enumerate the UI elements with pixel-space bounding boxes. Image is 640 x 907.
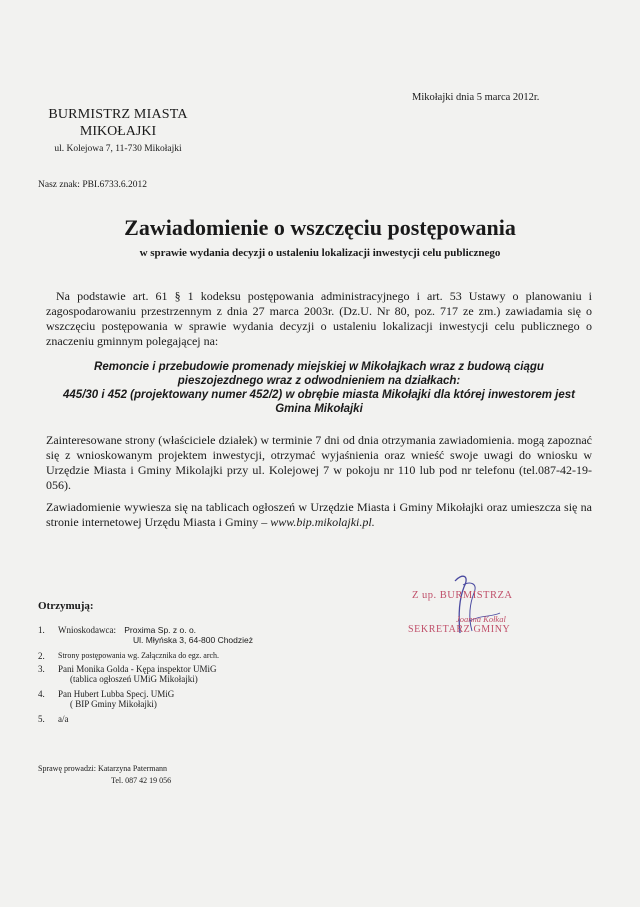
recipients-heading: Otrzymują: — [38, 600, 94, 612]
list-item — [38, 714, 418, 727]
issuer-town: MIKOŁAJKI — [79, 124, 157, 139]
issuer-block — [38, 107, 198, 154]
item-text: Strony postępowania wg. Załącznika do egz. arch. — [58, 651, 220, 660]
stamp-line-3: SEKRETARZ GMINY — [408, 624, 511, 635]
applicant-label: Wnioskodawca: — [58, 625, 116, 635]
subject-line-4: Gmina Mikołajki — [275, 403, 363, 415]
list-item — [38, 651, 418, 664]
applicant-name: Proxima Sp. z o. o. — [124, 625, 197, 635]
item-text: Pani Monika Golda - Kępa inspektor UMiG — [58, 664, 217, 674]
list-item — [38, 625, 418, 651]
issuer-title: BURMISTRZ MIASTA — [48, 107, 188, 122]
item-number: 4. — [38, 689, 45, 699]
document-title: Zawiadomienie o wszczęciu postępowania — [124, 215, 516, 240]
handler-name: Sprawę prowadzi: Katarzyna Patermann — [38, 764, 168, 773]
subject-line-1: Remoncie i przebudowie promenady miejskiej w Mikołajkach wraz z budową ciągu — [94, 361, 544, 373]
item-number: 2. — [38, 651, 45, 661]
subject-line-2: pieszojezdnego wraz z odwodnieniem na działkach: — [177, 375, 461, 387]
investment-subject — [46, 360, 592, 416]
item-number: 5. — [38, 714, 45, 724]
item-number: 1. — [38, 625, 45, 635]
reference-number: Nasz znak: PBI.6733.6.2012 — [38, 180, 147, 190]
publication-text: Zawiadomienie wywiesza się na tablicach ogłoszeń w Urzędzie Miasta i Gminy Mikołajki oraz umieszcza się na stronie internetowej Urzędu Miasta i Gminy – — [46, 500, 592, 529]
stamp-line-1: Z up. BURMISTRZA — [412, 590, 513, 601]
list-item — [38, 689, 418, 714]
case-handler — [38, 763, 171, 787]
document-date: Mikołajki dnia 5 marca 2012r. — [412, 92, 540, 103]
handler-phone: Tel. 087 42 19 056 — [111, 776, 172, 785]
item-text: Pan Hubert Lubba Specj. UMiG — [58, 689, 175, 699]
issuer-address: ul. Kolejowa 7, 11-730 Mikołajki — [54, 144, 182, 154]
subject-line-3: 445/30 i 452 (projektowany numer 452/2) w obrębie miasta Mikołajki dla której inwestorem jest — [63, 389, 575, 401]
item-number: 3. — [38, 664, 45, 674]
paragraph-parties: Zainteresowane strony (właściciele działek) w terminie 7 dni od dnia otrzymania zawiadomienia. mogą zapoznać się z wnioskowanym projektem inwestycji, otrzymać wyjaśnienia oraz wnieść swoje uwagi do wniosku w Urzędzie Miasta i Gminy Mikolajki przy ul. Kolejowej 7 w pokoju nr 110 lub pod nr telefonu (tel.087-42-19-056). — [46, 433, 592, 492]
recipients-list — [38, 625, 418, 727]
document-subtitle: w sprawie wydania decyzji o ustaleniu lokalizacji inwestycji celu publicznego — [139, 247, 501, 259]
paragraph-publication — [46, 500, 592, 530]
item-text: a/a — [58, 714, 69, 724]
bip-link[interactable]: www.bip.mikolajki.pl. — [270, 515, 375, 529]
paragraph-legal-basis-text: Na podstawie art. 61 § 1 kodeksu postępowania administracyjnego i art. 53 Ustawy o planowaniu i zagospodarowaniu przestrzennym z dnia 27 marca 2003r. (Dz.U. Nr 80, poz. 717 ze zm.) zawiadamia się o wszczęciu postępowania w sprawie wydania decyzji o ustaleniu lokalizacji inwestycji celu publicznego o znaczeniu gminnym polegającej na: — [46, 289, 592, 348]
list-item — [38, 664, 418, 689]
stamp-signature-name: Joanna Kołkal — [456, 614, 506, 624]
item-subtext: ( BIP Gminy Mikołajki) — [70, 699, 157, 709]
item-subtext: (tablica ogłoszeń UMiG Mikołajki) — [70, 674, 198, 684]
applicant-address: Ul. Młyńska 3, 64-800 Chodzież — [133, 635, 254, 645]
paragraph-legal-basis — [46, 289, 592, 349]
